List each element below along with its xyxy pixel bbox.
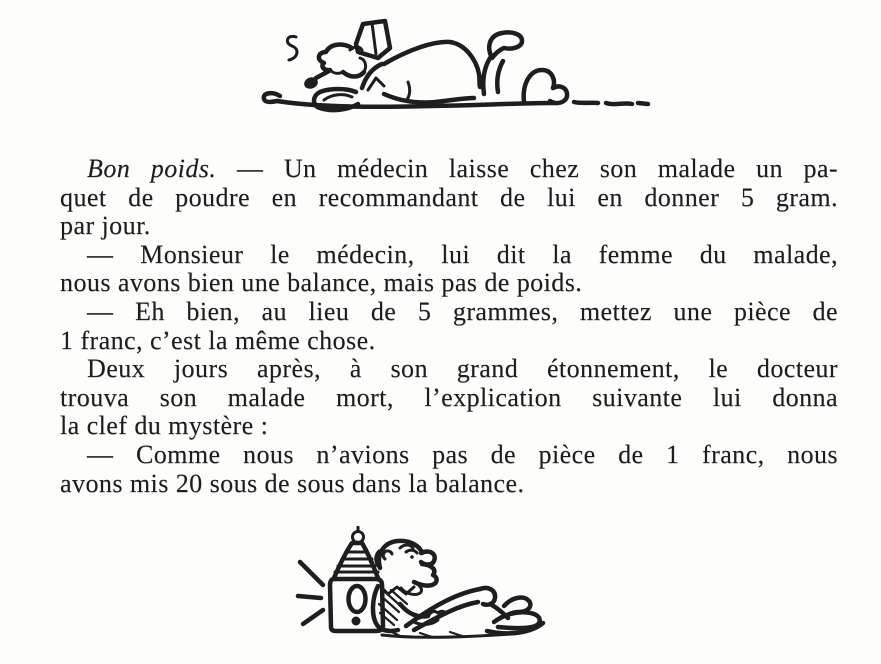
text-line: quet de poudre en recommandant de lui en donner 5 gram. — [60, 182, 838, 212]
illustration-man-smoking-pipe — [258, 8, 653, 113]
text-line: la clef du mystère : — [60, 411, 269, 441]
text-line: avons mis 20 sous de sous dans la balance. — [60, 468, 525, 498]
text-line: — Monsieur le médecin, lui dit la femme du malade, — [87, 239, 838, 269]
text-line: 1 franc, c’est la même chose. — [60, 325, 376, 355]
man-with-jug-drawing — [288, 526, 558, 644]
story-text — [60, 155, 838, 498]
text-line: Deux jours après, à son grand étonnement, le docteur — [87, 354, 838, 384]
man-smoking-pipe-drawing — [258, 8, 653, 113]
text-line: — Eh bien, au lieu de 5 grammes, mettez une pièce de — [87, 296, 838, 326]
text-line: par jour. — [60, 211, 151, 241]
text-run: — Un médecin laisse chez son malade un pa- — [216, 154, 838, 183]
text-line: trouva son malade mort, l’explication suivante lui donna — [60, 382, 838, 412]
story-title: Bon poids. — [87, 154, 217, 183]
text-line: nous avons bien une balance, mais pas de poids. — [60, 268, 583, 298]
text-line: — Comme nous n’avions pas de pièce de 1 franc, nous — [87, 439, 838, 469]
illustration-man-with-jug — [288, 526, 558, 644]
text-line — [60, 155, 838, 184]
